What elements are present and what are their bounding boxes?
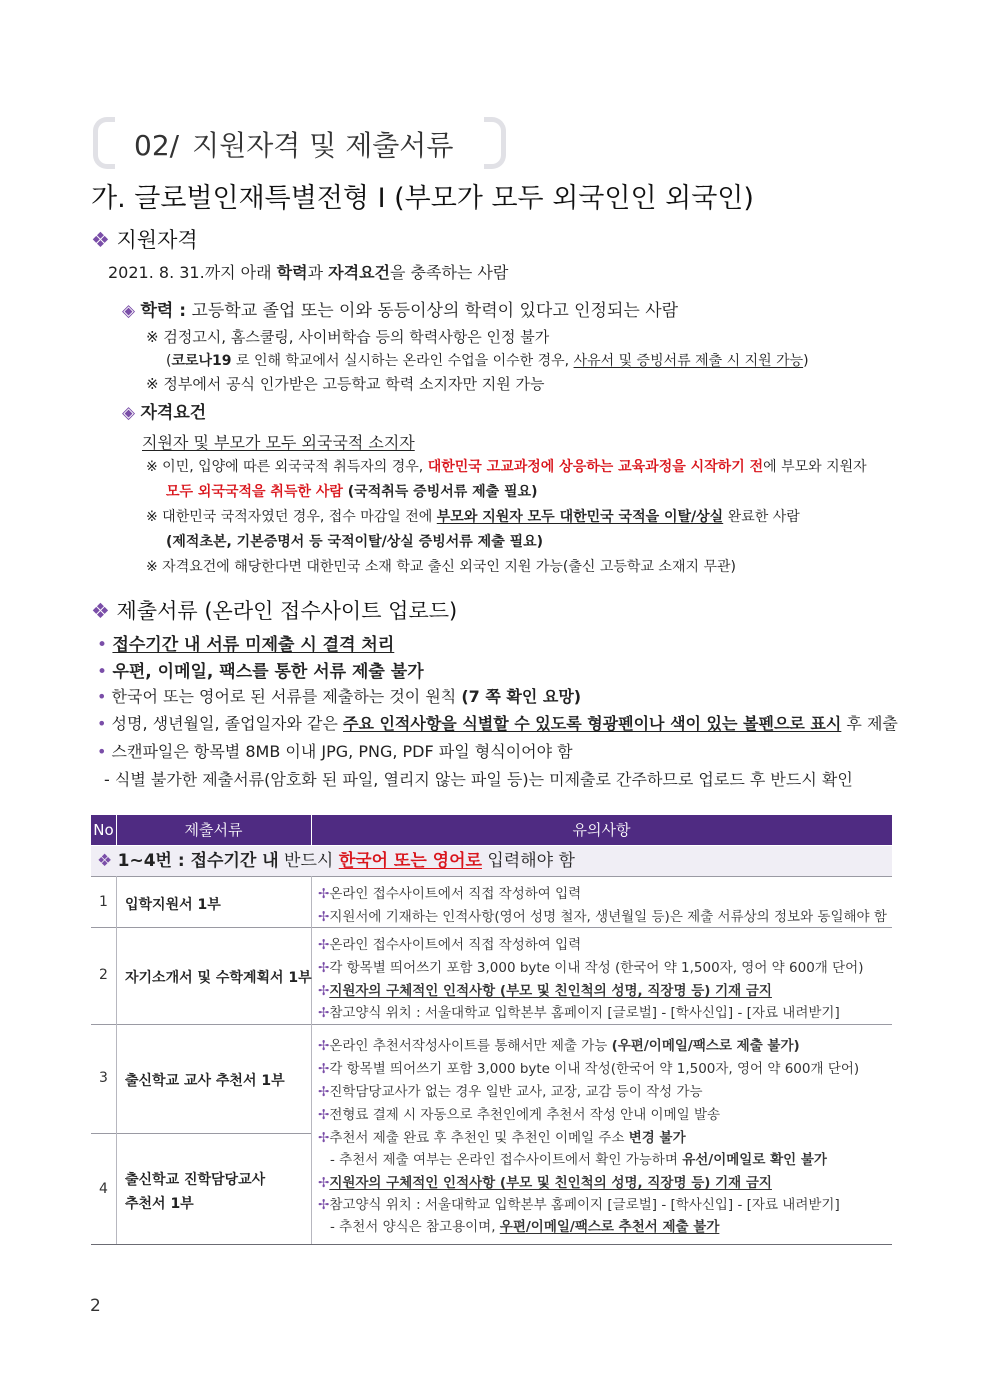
plus-icon: ✢ [318, 937, 330, 953]
note2-open: ( [166, 353, 172, 369]
merged-note-1-text: 온라인 추천서작성사이트를 통해서만 제출 가능 [329, 1038, 612, 1054]
table-header [91, 815, 892, 845]
merged-note-3-text: 진학담당교사가 없는 경우 일반 교사, 교장, 교감 등이 작성 가능 [329, 1084, 703, 1100]
merged-note-2 [318, 1057, 859, 1077]
diamond-bullet-icon: ❖ [91, 599, 110, 623]
row-3-no: 3 [99, 1070, 108, 1086]
plus-icon: ✢ [318, 1130, 330, 1146]
plus-icon: ✢ [318, 1107, 330, 1123]
qualification-note-2b [166, 531, 543, 551]
note2-text: 로 인해 학교에서 실시하는 온라인 수업을 이수한 경우, [231, 353, 574, 369]
merged-note-4-text: 전형료 결제 시 자동으로 추천인에게 추천서 작성 안내 이메일 발송 [329, 1107, 721, 1123]
row-1-note-1 [318, 882, 581, 902]
intro-post: 을 충족하는 사람 [389, 263, 509, 282]
table-bottom-border [91, 1244, 892, 1245]
bracket-right [484, 117, 506, 169]
intro-qualification: 자격요건 [328, 263, 390, 282]
bullet-icon: • [97, 687, 107, 706]
row-2-note-3-text: 지원자의 구체적인 인적사항 (부모 및 친인척의 성명, 직장명 등) 기재 금지 [329, 983, 772, 999]
subheader-mid: 반드시 [278, 851, 339, 871]
row-divider [91, 876, 892, 877]
note2-close: ) [803, 353, 809, 369]
qn2-underline: 부모와 지원자 모두 대한민국 국적을 이탈/상실 [436, 509, 724, 525]
col-divider [311, 876, 312, 1244]
doc-bullet-3-text: 한국어 또는 영어로 된 서류를 제출하는 것이 원칙 [111, 687, 462, 706]
qn1-pre: ※ 이민, 입양에 따른 외국국적 취득자의 경우, [146, 459, 428, 475]
row-2-note-4 [318, 1001, 840, 1021]
row-1-doc: 입학지원서 1부 [125, 897, 221, 913]
eligibility-title: 지원자격 [116, 228, 198, 252]
bullet-icon: • [97, 742, 107, 761]
doc-bullet-4-underline: 주요 인적사항을 식별할 수 있도록 형광펜이나 색이 있는 볼펜으로 표시 [342, 714, 842, 733]
merged-note-1 [318, 1034, 800, 1054]
row-1-no: 1 [99, 894, 108, 910]
documents-heading [91, 595, 457, 625]
merged-note-7 [318, 1171, 772, 1191]
qn1b-bold: (국적취득 증빙서류 제출 필요) [342, 484, 538, 500]
merged-note-5 [318, 1126, 686, 1146]
section-number: 02/ [134, 129, 180, 162]
page-number: 2 [90, 1296, 101, 1316]
plus-icon: ✢ [318, 1005, 330, 1021]
merged-note-6-bold: 유선/이메일로 확인 불가 [682, 1152, 827, 1168]
qualification-line [122, 398, 206, 423]
qn2-post: 완료한 사람 [723, 509, 800, 525]
plus-icon: ✢ [318, 960, 330, 976]
bullet-icon: • [97, 635, 108, 655]
note2-underline: 사유서 및 증빙서류 제출 시 지원 가능 [573, 353, 804, 369]
row-2-doc: 자기소개서 및 수학계획서 1부 [125, 970, 312, 986]
row-1-note-2-text: 지원서에 기재하는 인적사항(영어 성명 철자, 생년월일 등)은 제출 서류상의 정보와 동일해야 함 [329, 909, 887, 925]
doc-bullet-4-pre: 성명, 생년월일, 졸업일자와 같은 [111, 714, 343, 733]
section-header [134, 124, 453, 164]
row-2-note-1-text: 온라인 접수사이트에서 직접 작성하여 입력 [329, 937, 582, 953]
row-4-doc-line-1: 출신학교 진학담당교사 [125, 1172, 266, 1188]
qualification-main-text: 지원자 및 부모가 모두 외국국적 소지자 [142, 433, 415, 452]
row-3-doc: 출신학교 교사 추천서 1부 [125, 1073, 285, 1089]
doc-bullet-5-text: 스캔파일은 항목별 8MB 이내 JPG, PNG, PDF 파일 형식이어야 함 [111, 742, 573, 761]
plus-icon: ✢ [318, 1061, 330, 1077]
row-divider [91, 1133, 312, 1134]
intro-mid: 과 [307, 263, 329, 282]
intro-education: 학력 [276, 263, 308, 282]
qn1-post: 에 부모와 지원자 [763, 459, 867, 475]
education-note-2 [166, 350, 809, 370]
doc-bullet-2 [97, 657, 424, 682]
qualification-note-2 [146, 506, 800, 526]
plus-icon: ✢ [318, 1038, 330, 1054]
qn1b-red: 모두 외국국적을 취득한 사람 [166, 484, 343, 500]
merged-note-5-bold: 변경 불가 [628, 1130, 686, 1146]
subheader-red: 한국어 또는 영어로 [338, 851, 482, 871]
row-2-note-2-text: 각 항목별 띄어쓰기 포함 3,000 byte 이내 작성 (한국어 약 1,500자, 영어 약 600개 단어) [329, 960, 864, 976]
intro-pre: 2021. 8. 31.까지 아래 [108, 263, 277, 282]
doc-bullet-3-bold: (7 쪽 확인 요망) [461, 687, 582, 706]
note2-covid: 코로나19 [171, 353, 232, 369]
merged-note-4 [318, 1103, 720, 1123]
plus-icon: ✢ [318, 1175, 330, 1191]
qualification-main [142, 430, 415, 453]
table-subheader [91, 846, 892, 876]
subheader-pre: 1~4번 : 접수기간 내 [117, 851, 279, 871]
merged-note-8-text: 참고양식 위치 : 서울대학교 입학본부 홈페이지 [글로벌] - [학사신입] - [자료 내려받기] [329, 1197, 840, 1213]
merged-note-2-text: 각 항목별 띄어쓰기 포함 3,000 byte 이내 작성(한국어 약 1,500자, 영어 약 600개 단어) [329, 1061, 860, 1077]
doc-bullet-1-text: 접수기간 내 서류 미제출 시 결격 처리 [112, 635, 395, 655]
doc-bullet-3 [97, 684, 581, 707]
plus-icon: ✢ [318, 1084, 330, 1100]
merged-note-5-text: 추천서 제출 완료 후 추천인 및 추천인 이메일 주소 [329, 1130, 629, 1146]
row-2-note-2 [318, 956, 863, 976]
education-note-3: ※ 정부에서 공식 인가받은 고등학교 학력 소지자만 지원 가능 [146, 375, 545, 393]
diamond-bullet-icon: ❖ [91, 228, 110, 252]
row-2-note-4-text: 참고양식 위치 : 서울대학교 입학본부 홈페이지 [글로벌] - [학사신입] - [자료 내려받기] [329, 1005, 840, 1021]
qn1-red: 대한민국 고교과정에 상응하는 교육과정을 시작하기 전 [427, 459, 764, 475]
eligibility-heading [91, 224, 198, 254]
qn2-pre: ※ 대한민국 국적자였던 경우, 접수 마감일 전에 [146, 509, 437, 525]
qualification-label: 자격요건 [140, 403, 207, 423]
row-2-note-1 [318, 933, 581, 953]
education-text: 고등학교 졸업 또는 이와 동등이상의 학력이 있다고 인정되는 사람 [186, 301, 679, 321]
merged-note-9 [330, 1215, 719, 1235]
header-notes: 유의사항 [572, 821, 631, 839]
row-divider [91, 927, 892, 928]
row-2-no: 2 [99, 967, 108, 983]
doc-bullet-6: - 식별 불가한 제출서류(암호화 된 파일, 열리지 않는 파일 등)는 미제출로 간주하므로 업로드 후 반드시 확인 [104, 770, 853, 789]
bullet-icon: • [97, 714, 107, 733]
documents-title: 제출서류 (온라인 접수사이트 업로드) [116, 599, 458, 623]
merged-note-9-text: - 추천서 양식은 참고용이며, [330, 1219, 500, 1235]
row-1-note-1-text: 온라인 접수사이트에서 직접 작성하여 입력 [329, 886, 582, 902]
section-title: 지원자격 및 제출서류 [192, 129, 454, 162]
row-1-note-2 [318, 905, 887, 925]
diamond-icon: ◈ [122, 403, 136, 423]
education-note-1: ※ 검정고시, 홈스쿨링, 사이버학습 등의 학력사항은 인정 불가 [146, 328, 550, 346]
merged-note-7-text: 지원자의 구체적인 인적사항 (부모 및 친인척의 성명, 직장명 등) 기재 금지 [329, 1175, 772, 1191]
row-4-doc-line-2: 추천서 1부 [125, 1196, 194, 1212]
header-no: No [93, 821, 114, 839]
row-divider [91, 1024, 892, 1025]
qualification-note-3: ※ 자격요건에 해당한다면 대한민국 소재 학교 출신 외국인 지원 가능(출신 고등학교 소재지 무관) [146, 559, 736, 575]
eligibility-intro [108, 260, 508, 283]
doc-bullet-4 [97, 711, 898, 734]
page-heading: 가. 글로벌인재특별전형 I (부모가 모두 외국인인 외국인) [91, 183, 754, 214]
plus-icon: ✢ [318, 1197, 330, 1213]
diamond-icon: ◈ [122, 301, 136, 321]
merged-note-9-underline: 우편/이메일/팩스로 추천서 제출 불가 [499, 1219, 720, 1235]
merged-note-3 [318, 1080, 703, 1100]
doc-bullet-4-post: 후 제출 [841, 714, 898, 733]
header-divider [116, 815, 117, 845]
qualification-note-1b [166, 481, 538, 501]
doc-bullet-5 [97, 739, 573, 762]
bracket-left [93, 117, 115, 169]
col-divider [116, 876, 117, 1244]
merged-note-8 [318, 1193, 840, 1213]
education-line [122, 296, 678, 321]
plus-icon: ✢ [318, 909, 330, 925]
education-label: 학력 : [140, 301, 187, 321]
row-4-no: 4 [99, 1181, 108, 1197]
diamond-bullet-icon: ❖ [97, 851, 113, 871]
qn2b-bold: (제적초본, 기본증명서 등 국적이탈/상실 증빙서류 제출 필요) [166, 534, 544, 550]
subheader-post: 입력해야 함 [481, 851, 575, 871]
merged-note-6 [330, 1148, 827, 1168]
bullet-icon: • [97, 662, 108, 682]
merged-note-6-text: - 추천서 제출 여부는 온라인 접수사이트에서 확인 가능하며 [330, 1152, 683, 1168]
plus-icon: ✢ [318, 886, 330, 902]
doc-bullet-1 [97, 630, 394, 655]
merged-note-1-bold: (우편/이메일/팩스로 제출 불가) [611, 1038, 800, 1054]
row-2-note-3 [318, 979, 772, 999]
doc-bullet-2-text: 우편, 이메일, 팩스를 통한 서류 제출 불가 [112, 662, 424, 682]
plus-icon: ✢ [318, 983, 330, 999]
header-doc: 제출서류 [184, 821, 243, 839]
header-divider [311, 815, 312, 845]
qualification-note-1 [146, 456, 867, 476]
